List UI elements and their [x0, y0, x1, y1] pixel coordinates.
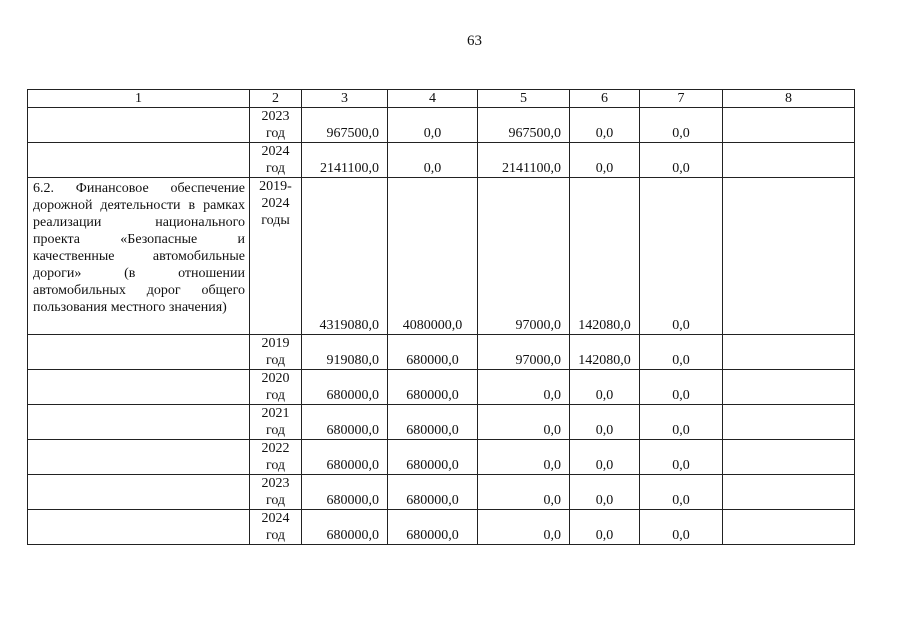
header-row	[28, 90, 855, 108]
period-cell: 2022 год	[250, 440, 302, 475]
description-cell	[28, 440, 250, 475]
col8-cell	[723, 143, 855, 178]
col5-cell: 97000,0	[478, 335, 570, 370]
page-number: 63	[467, 33, 482, 49]
col5-cell: 0,0	[478, 510, 570, 545]
col7-cell: 0,0	[640, 405, 723, 440]
col4-cell: 680000,0	[388, 475, 478, 510]
col7-cell: 0,0	[640, 178, 723, 335]
col6-cell: 142080,0	[570, 178, 640, 335]
table-row	[28, 475, 855, 510]
table-row	[28, 178, 855, 335]
col8-cell	[723, 178, 855, 335]
description-cell	[28, 510, 250, 545]
col5-cell: 97000,0	[478, 178, 570, 335]
header-cell: 2	[250, 90, 302, 108]
header-cell: 4	[388, 90, 478, 108]
col7-cell: 0,0	[640, 335, 723, 370]
col4-cell: 680000,0	[388, 335, 478, 370]
col6-cell: 142080,0	[570, 335, 640, 370]
description-cell	[28, 370, 250, 405]
col4-cell: 680000,0	[388, 510, 478, 545]
col8-cell	[723, 370, 855, 405]
period-cell: 2020 год	[250, 370, 302, 405]
period-cell: 2021 год	[250, 405, 302, 440]
header-cell: 3	[302, 90, 388, 108]
col8-cell	[723, 440, 855, 475]
col4-cell: 0,0	[388, 143, 478, 178]
total-cell: 919080,0	[302, 335, 388, 370]
description-cell	[28, 475, 250, 510]
col7-cell: 0,0	[640, 370, 723, 405]
col7-cell: 0,0	[640, 510, 723, 545]
description-cell	[28, 108, 250, 143]
total-cell: 680000,0	[302, 440, 388, 475]
period-cell: 2024 год	[250, 143, 302, 178]
col4-cell: 680000,0	[388, 370, 478, 405]
header-cell: 8	[723, 90, 855, 108]
header-cell: 6	[570, 90, 640, 108]
table-row	[28, 335, 855, 370]
col6-cell: 0,0	[570, 143, 640, 178]
total-cell: 680000,0	[302, 370, 388, 405]
col5-cell: 0,0	[478, 475, 570, 510]
col6-cell: 0,0	[570, 108, 640, 143]
total-cell: 680000,0	[302, 510, 388, 545]
col6-cell: 0,0	[570, 405, 640, 440]
period-cell: 2024 год	[250, 510, 302, 545]
table-row	[28, 143, 855, 178]
col5-cell: 0,0	[478, 405, 570, 440]
description-cell: 6.2. Финансовое обеспечение дорожной деятельности в рамках реализации национального проекта «Безопасные и качественные автомобильные дороги» (в отношении автомобильных дорог общего пользования местного значения)	[28, 178, 250, 335]
description-cell	[28, 335, 250, 370]
budget-table	[27, 89, 855, 545]
period-cell: 2023 год	[250, 108, 302, 143]
col6-cell: 0,0	[570, 510, 640, 545]
total-cell: 967500,0	[302, 108, 388, 143]
table-row	[28, 440, 855, 475]
col6-cell: 0,0	[570, 370, 640, 405]
col8-cell	[723, 108, 855, 143]
col8-cell	[723, 510, 855, 545]
total-cell: 2141100,0	[302, 143, 388, 178]
header-cell: 5	[478, 90, 570, 108]
period-cell: 2023 год	[250, 475, 302, 510]
col7-cell: 0,0	[640, 440, 723, 475]
col8-cell	[723, 475, 855, 510]
col5-cell: 0,0	[478, 370, 570, 405]
table-row	[28, 108, 855, 143]
header-cell: 7	[640, 90, 723, 108]
col4-cell: 4080000,0	[388, 178, 478, 335]
col8-cell	[723, 405, 855, 440]
col5-cell: 2141100,0	[478, 143, 570, 178]
col6-cell: 0,0	[570, 440, 640, 475]
total-cell: 4319080,0	[302, 178, 388, 335]
col7-cell: 0,0	[640, 108, 723, 143]
col7-cell: 0,0	[640, 143, 723, 178]
description-cell	[28, 405, 250, 440]
col4-cell: 0,0	[388, 108, 478, 143]
table-row	[28, 405, 855, 440]
period-cell: 2019- 2024 годы	[250, 178, 302, 335]
description-cell	[28, 143, 250, 178]
col8-cell	[723, 335, 855, 370]
total-cell: 680000,0	[302, 405, 388, 440]
table-row	[28, 510, 855, 545]
col7-cell: 0,0	[640, 475, 723, 510]
header-cell: 1	[28, 90, 250, 108]
table-row	[28, 370, 855, 405]
period-cell: 2019 год	[250, 335, 302, 370]
col4-cell: 680000,0	[388, 405, 478, 440]
col4-cell: 680000,0	[388, 440, 478, 475]
col5-cell: 0,0	[478, 440, 570, 475]
total-cell: 680000,0	[302, 475, 388, 510]
col5-cell: 967500,0	[478, 108, 570, 143]
col6-cell: 0,0	[570, 475, 640, 510]
